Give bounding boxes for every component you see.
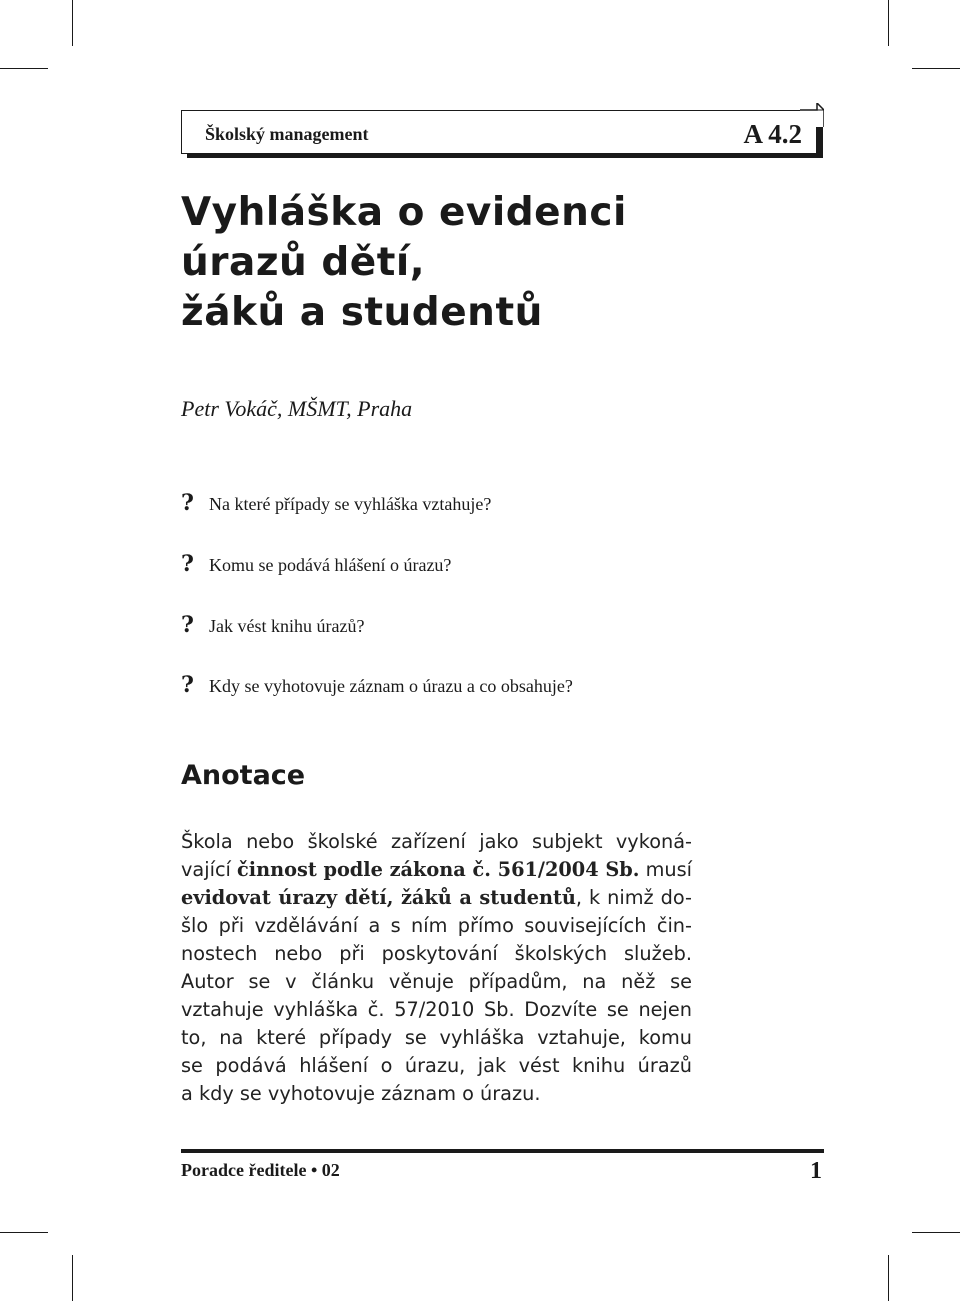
question-item <box>181 612 364 638</box>
annotation-line <box>181 884 692 912</box>
section-name: Školský management <box>205 124 369 144</box>
article-title-line: Vyhláška o evidenci <box>181 190 627 235</box>
annotation-line <box>181 1024 692 1052</box>
annotation-run: musí <box>639 858 692 881</box>
annotation-emphasis: činnost podle zákona č. 561/2004 Sb. <box>237 858 640 881</box>
annotation-run: vztahuje vyhláška č. 57/2010 Sb. Dozvíte se nejen <box>181 998 692 1021</box>
article-author: Petr Vokáč, MŠMT, Praha <box>181 396 413 421</box>
footer-rule <box>181 1149 824 1153</box>
article-title <box>181 188 801 338</box>
annotation-line <box>181 856 692 884</box>
annotation-line <box>181 1080 692 1108</box>
annotation-run: a kdy se vyhotovuje záznam o úrazu. <box>181 1082 541 1105</box>
annotation-heading: Anotace <box>181 760 306 791</box>
question-item <box>181 490 491 516</box>
crop-mark <box>72 1255 73 1301</box>
annotation-line <box>181 940 692 968</box>
annotation-run: se podává hlášení o úrazu, jak vést knihu úrazů <box>181 1054 692 1077</box>
question-mark-icon: ? <box>181 551 194 577</box>
crop-mark <box>912 68 960 69</box>
question-mark-icon: ? <box>181 672 194 698</box>
annotation-line <box>181 968 692 996</box>
annotation-run: šlo při vzdělávání a s ním přímo souvisejících čin- <box>181 914 692 937</box>
crop-mark <box>888 1255 889 1301</box>
annotation-run: Autor se v článku věnuje případům, na něž se <box>181 970 692 993</box>
crop-mark <box>0 68 48 69</box>
question-mark-icon: ? <box>181 490 194 516</box>
annotation-line <box>181 1052 692 1080</box>
article-title-line: úrazů dětí, <box>181 240 426 285</box>
annotation-line <box>181 828 692 856</box>
page-fold-icon <box>800 103 824 127</box>
crop-mark <box>72 0 73 46</box>
annotation-line <box>181 996 692 1024</box>
section-code: A 4.2 <box>743 119 802 149</box>
annotation-run: to, na které případy se vyhláška vztahuje, komu <box>181 1026 692 1049</box>
page-number: 1 <box>810 1158 822 1184</box>
annotation-run: Škola nebo školské zařízení jako subjekt vykoná- <box>181 830 692 853</box>
question-item <box>181 672 573 698</box>
crop-mark <box>912 1232 960 1233</box>
annotation-run: , k nimž do- <box>575 886 692 909</box>
crop-mark <box>0 1232 48 1233</box>
article-title-line: žáků a studentů <box>181 290 543 335</box>
question-text: Na které případy se vyhláška vztahuje? <box>209 494 492 514</box>
question-text: Kdy se vyhotovuje záznam o úrazu a co obsahuje? <box>209 676 573 696</box>
publication-name: Poradce ředitele • 02 <box>181 1160 340 1180</box>
question-mark-icon: ? <box>181 612 194 638</box>
annotation-line <box>181 912 692 940</box>
annotation-run: nostech nebo při poskytování školských služeb. <box>181 942 692 965</box>
annotation-text <box>181 828 692 1108</box>
question-text: Jak vést knihu úrazů? <box>209 616 365 636</box>
header-box-shadow <box>187 154 823 158</box>
annotation-emphasis: evidovat úrazy dětí, žáků a studentů <box>181 886 576 909</box>
question-text: Komu se podává hlášení o úrazu? <box>209 555 452 575</box>
annotation-run: vající <box>181 858 238 881</box>
question-item <box>181 551 451 577</box>
crop-mark <box>888 0 889 46</box>
